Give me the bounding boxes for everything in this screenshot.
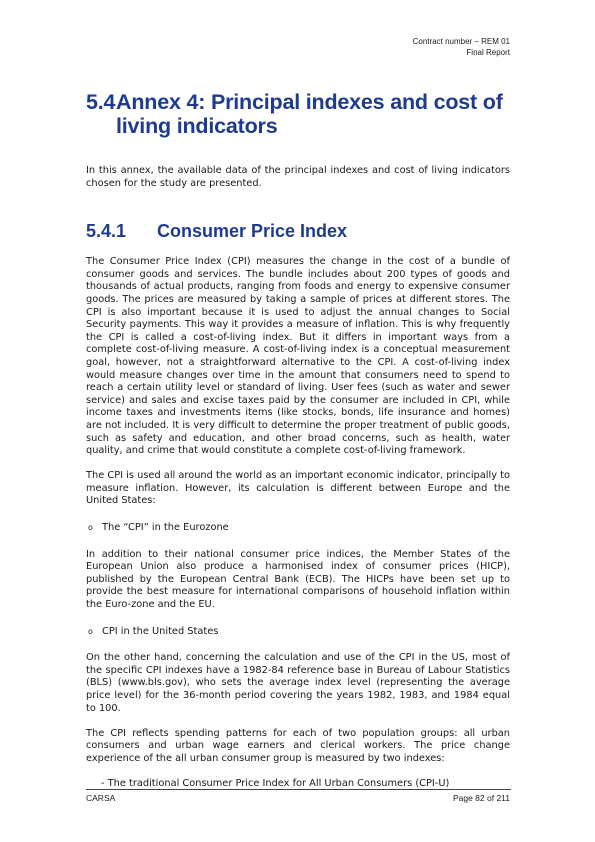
- cpi-usage-paragraph: The CPI is used all around the world as an important economic indicator, principally to measure inflation. However, its calculation is different between Europe and the United States:: [86, 470, 510, 507]
- annex-title-line1: Annex 4: Principal indexes and cost of: [116, 90, 503, 114]
- dash-item-cpi-u: - The traditional Consumer Price Index for All Urban Consumers (CPI-U): [101, 777, 450, 789]
- circle-bullet-icon: o: [88, 626, 93, 636]
- annex-intro: In this annex, the available data of the principal indexes and cost of living indicators chosen for the study are presented.: [86, 165, 510, 189]
- section-number: 5.4.1: [86, 221, 127, 242]
- bullet-us: [86, 626, 510, 639]
- bullet-us-text: CPI in the United States: [102, 625, 219, 637]
- cpi-definition-paragraph: The Consumer Price Index (CPI) measures the change in the cost of a bundle of consumer goods and services. The bundle includes about 200 types of goods and thousands of actual products, ranging from foods and energy to expensive consumer goods. The prices are measured by taking a sample of prices at different stores. The CPI is also important because it is used to adjust the annual changes to Social Security payments. This way it provides a measure of inflation. This is why frequently the CPI is called a cost-of-living index. But it differs in important ways from a complete cost-of-living measure. A cost-of-living index is a conceptual measurement goal, however, not a straightforward alternative to the CPI. A cost-of-living index would measure changes over time in the amount that consumers need to spend to reach a certain utility level or standard of living. User fees (such as water and sewer service) and sales and excise taxes paid by the consumer are included in CPI, while income taxes and investments items (like stocks, bonds, life insurance and homes) are not included. It is very difficult to determine the proper treatment of public goods, such as safety and education, and other broad concerns, such as health, water quality, and crime that would constitute a complete cost-of-living framework.: [86, 256, 510, 457]
- footer-page-number: Page 82 of 211: [452, 793, 510, 803]
- report-type: Final Report: [466, 48, 510, 57]
- section-title: Consumer Price Index: [157, 221, 348, 242]
- eurozone-paragraph: In addition to their national consumer price indices, the Member States of the European Union also produce a harmonised index of consumer prices (HICP), published by the European Central Bank (ECB). The HICPs have been set up to provide the best measure for international comparisons of household inflation within the Euro-zone and the EU.: [86, 548, 510, 611]
- page-content: [86, 90, 510, 790]
- footer-company: CARSA: [86, 793, 116, 803]
- population-groups-paragraph: The CPI reflects spending patterns for each of two population groups: all urban consumers and urban wage earners and clerical workers. The price change experience of the all urban consumer group is measured by two indexes:: [86, 727, 510, 764]
- annex-number: 5.4: [86, 90, 116, 114]
- us-cpi-paragraph: On the other hand, concerning the calculation and use of the CPI in the US, most of the specific CPI indexes have a 1982-84 reference base in Bureau of Labour Statistics (BLS) (www.bls.gov), who sets the average index level (representing the average price level) for the 36-month period covering the years 1982, 1983, and 1984 equal to 100.: [86, 652, 510, 714]
- bullet-eurozone: [86, 522, 510, 535]
- footer-rule: [86, 789, 511, 790]
- contract-number: Contract number – REM 01: [412, 37, 510, 46]
- annex-heading: [86, 90, 510, 138]
- bullet-eurozone-text: The “CPI” in the Eurozone: [102, 522, 229, 534]
- annex-title-line2: living indicators: [116, 114, 278, 138]
- circle-bullet-icon: o: [88, 523, 93, 533]
- section-heading: [86, 221, 510, 241]
- page-header: [413, 36, 510, 58]
